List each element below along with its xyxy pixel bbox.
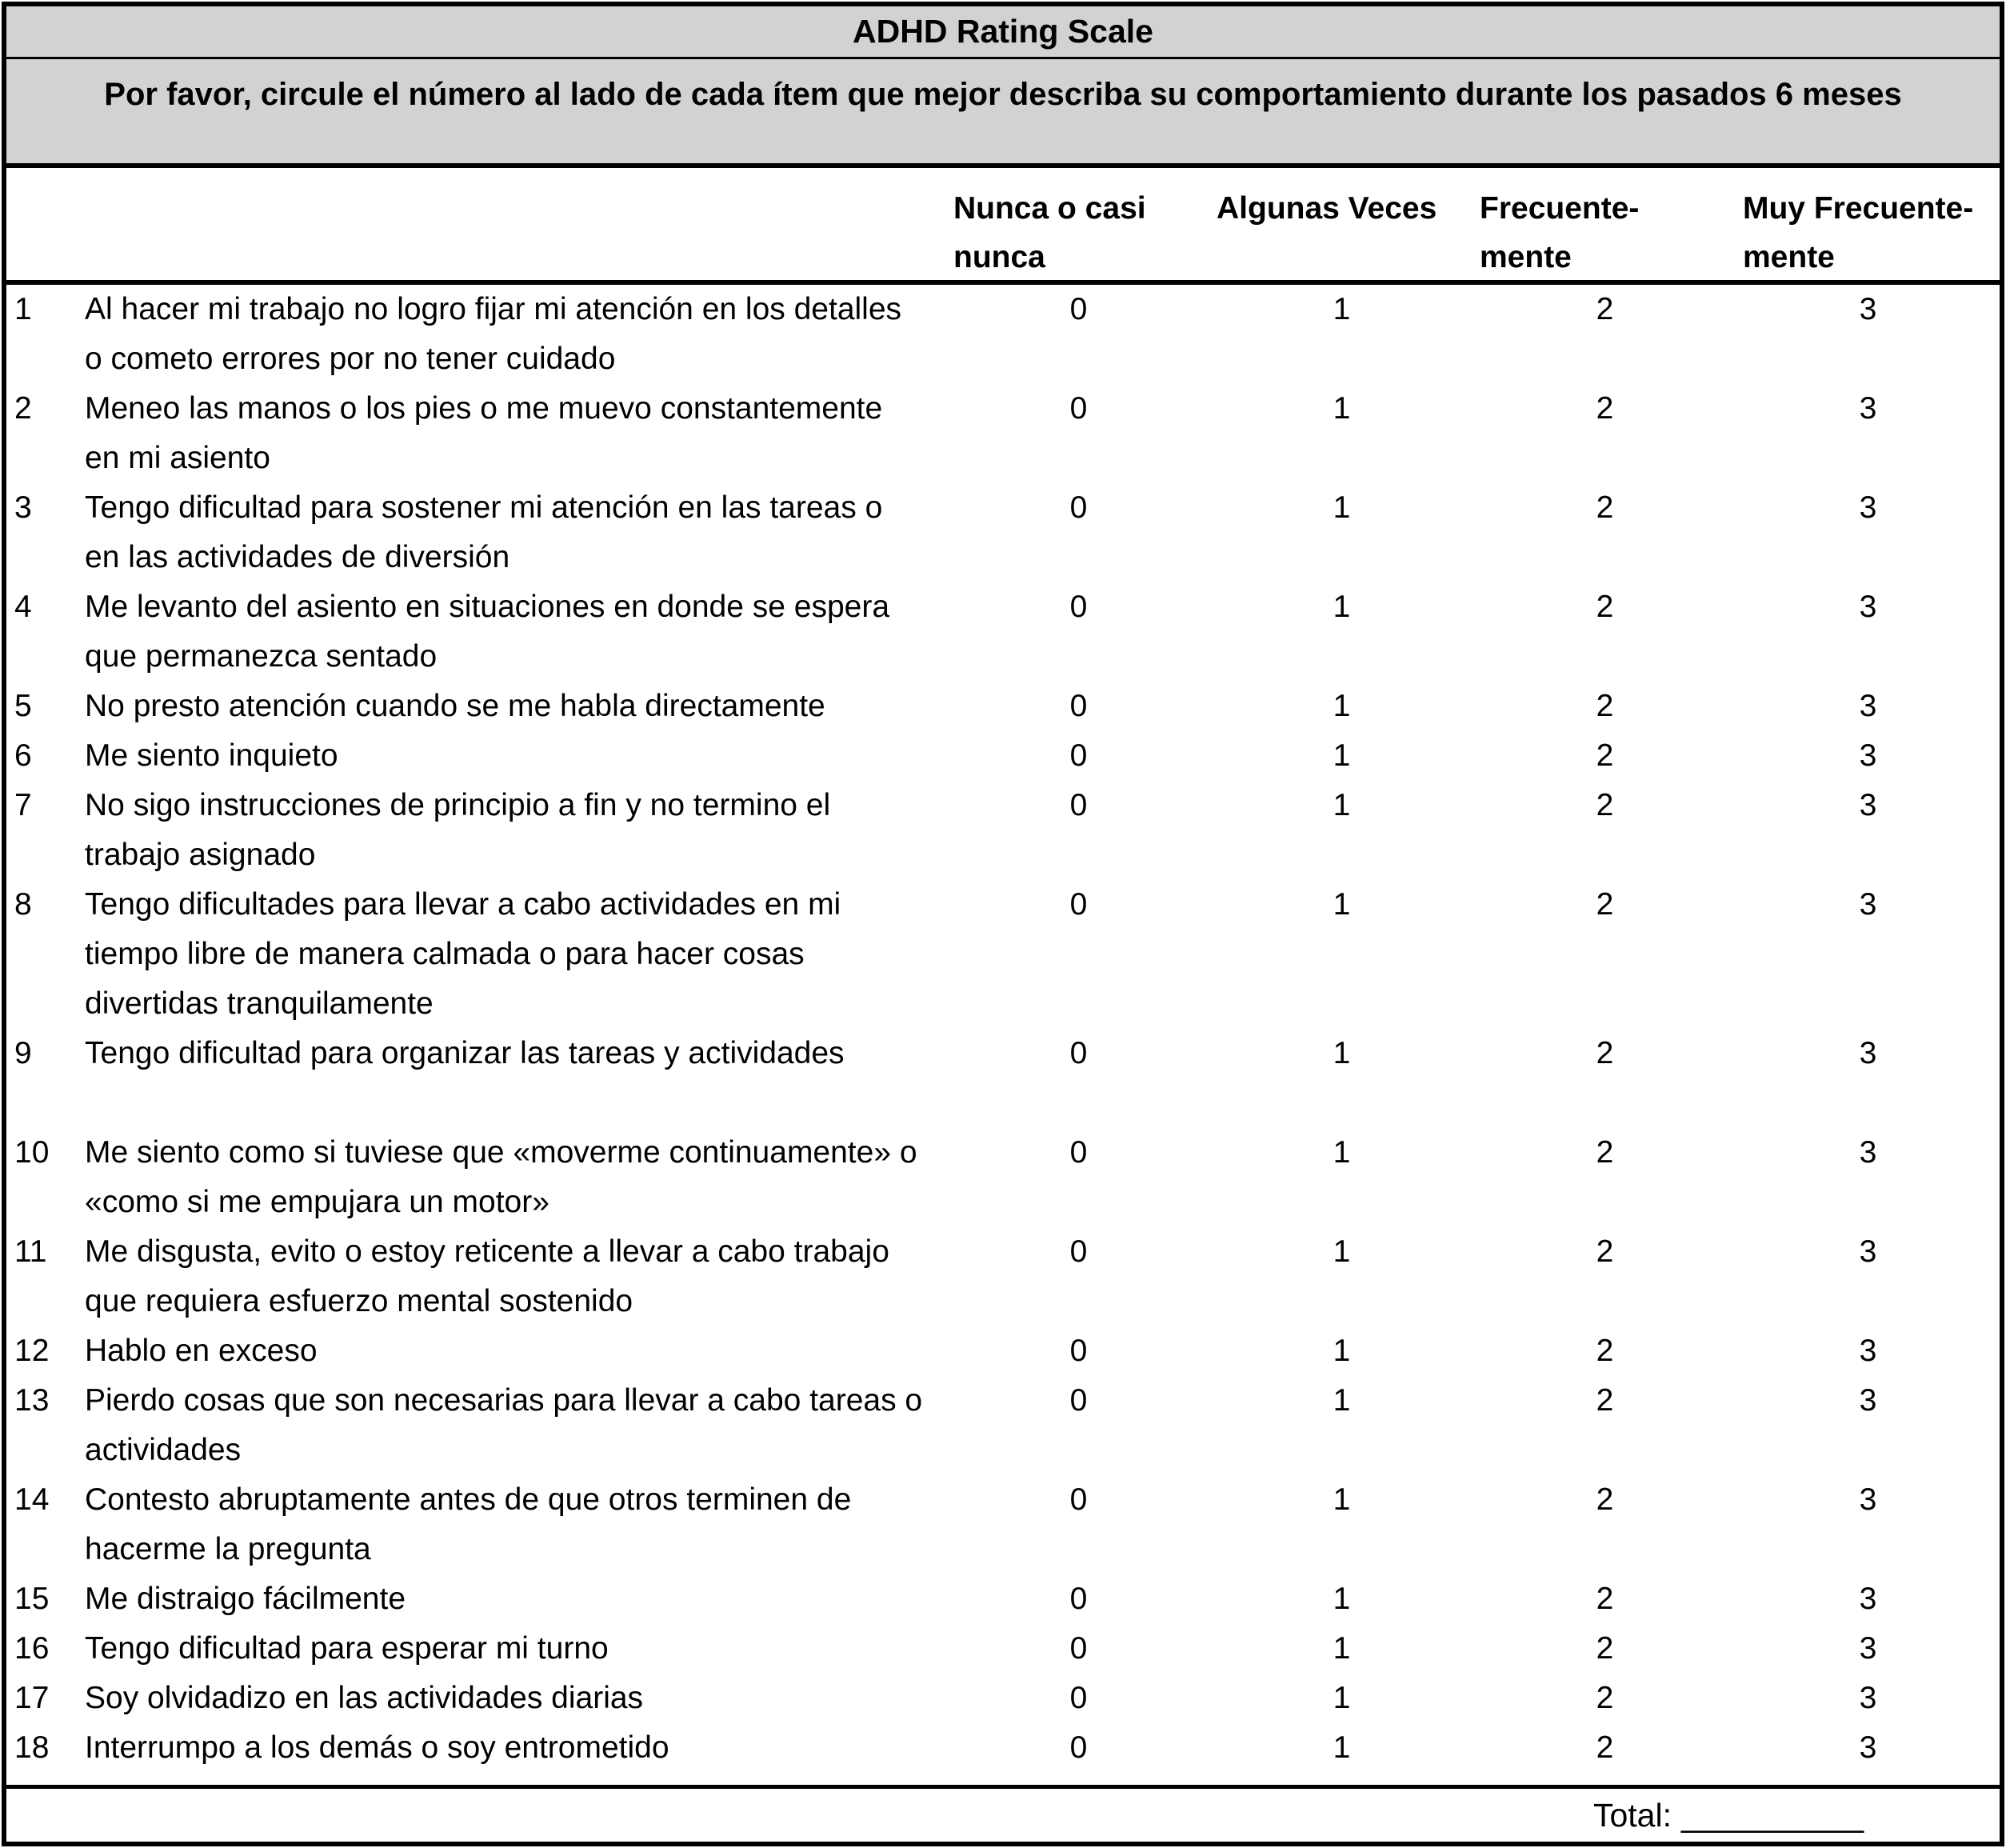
- rating-option-0-item-7[interactable]: 0: [1069, 788, 1088, 822]
- item-row: [6, 483, 2000, 582]
- item-number: 6: [14, 738, 32, 773]
- rating-option-2-item-6[interactable]: 2: [1596, 738, 1614, 773]
- item-number: 11: [14, 1234, 47, 1269]
- column-header-row: [6, 168, 2000, 285]
- item-number: 12: [14, 1334, 50, 1368]
- total-blank-field[interactable]: __________: [1680, 1796, 1864, 1834]
- item-text: Interrumpo a los demás o soy entrometido: [85, 1730, 669, 1765]
- items-list: [6, 285, 2000, 1785]
- item-text: Me levanto del asiento en situaciones en donde se espera que permanezca sentado: [85, 590, 890, 674]
- rating-option-3-item-17[interactable]: 3: [1859, 1681, 1877, 1715]
- item-row: [6, 1128, 2000, 1227]
- item-number: 9: [14, 1036, 32, 1070]
- item-text: No presto atención cuando se me habla directamente: [85, 689, 825, 723]
- rating-option-3-item-9[interactable]: 3: [1859, 1036, 1877, 1070]
- rating-option-2-item-15[interactable]: 2: [1596, 1582, 1614, 1616]
- item-number: 3: [14, 490, 32, 525]
- rating-option-1-item-18[interactable]: 1: [1333, 1730, 1351, 1765]
- total-row: [6, 1785, 2000, 1842]
- rating-option-0-item-16[interactable]: 0: [1069, 1631, 1088, 1666]
- item-text: Me siento como si tuviese que «moverme continuamente» o «como si me empujara un motor»: [85, 1135, 917, 1219]
- column-header-line1: Nunca o casi: [953, 191, 1146, 226]
- item-row: [6, 781, 2000, 880]
- rating-option-1-item-14[interactable]: 1: [1333, 1482, 1351, 1517]
- rating-option-3-item-10[interactable]: 3: [1859, 1135, 1877, 1170]
- rating-option-3-item-13[interactable]: 3: [1859, 1383, 1877, 1418]
- column-header-2: [1210, 184, 1473, 282]
- item-text: Me siento inquieto: [85, 738, 338, 773]
- rating-option-3-item-6[interactable]: 3: [1859, 738, 1877, 773]
- rating-option-3-item-2[interactable]: 3: [1859, 391, 1877, 426]
- rating-option-2-item-4[interactable]: 2: [1596, 590, 1614, 624]
- item-number: 13: [14, 1383, 50, 1418]
- rating-option-2-item-10[interactable]: 2: [1596, 1135, 1614, 1170]
- item-text: Al hacer mi trabajo no logro fijar mi atención en los detalles o cometo errores por no tener cuidado: [85, 292, 902, 376]
- total-label: Total:: [1592, 1796, 1672, 1834]
- item-number: 7: [14, 788, 32, 822]
- rating-option-2-item-8[interactable]: 2: [1596, 887, 1614, 922]
- rating-option-1-item-8[interactable]: 1: [1333, 887, 1351, 922]
- item-number: 16: [14, 1631, 50, 1666]
- rating-option-0-item-10[interactable]: 0: [1069, 1135, 1088, 1170]
- column-header-line1: Muy Frecuente-: [1743, 191, 1974, 226]
- rating-option-0-item-6[interactable]: 0: [1069, 738, 1088, 773]
- rating-option-0-item-2[interactable]: 0: [1069, 391, 1088, 426]
- item-row: [6, 1723, 2000, 1773]
- item-text: Meneo las manos o los pies o me muevo constantemente en mi asiento: [85, 391, 883, 475]
- item-text: No sigo instrucciones de principio a fin y no termino el trabajo asignado: [85, 788, 831, 872]
- rating-option-3-item-7[interactable]: 3: [1859, 788, 1877, 822]
- rating-option-1-item-15[interactable]: 1: [1333, 1582, 1351, 1616]
- item-number: 4: [14, 590, 32, 624]
- rating-option-0-item-8[interactable]: 0: [1069, 887, 1088, 922]
- rating-option-2-item-14[interactable]: 2: [1596, 1482, 1614, 1517]
- rating-option-3-item-14[interactable]: 3: [1859, 1482, 1877, 1517]
- rating-option-2-item-9[interactable]: 2: [1596, 1036, 1614, 1070]
- rating-option-2-item-17[interactable]: 2: [1596, 1681, 1614, 1715]
- rating-option-3-item-1[interactable]: 3: [1859, 292, 1877, 326]
- rating-option-3-item-18[interactable]: 3: [1859, 1730, 1877, 1765]
- item-number: 14: [14, 1482, 50, 1517]
- rating-option-2-item-13[interactable]: 2: [1596, 1383, 1614, 1418]
- rating-option-1-item-16[interactable]: 1: [1333, 1631, 1351, 1666]
- rating-option-1-item-4[interactable]: 1: [1333, 590, 1351, 624]
- item-text: Me disgusta, evito o estoy reticente a llevar a cabo trabajo que requiera esfuerzo mental sostenido: [85, 1234, 889, 1318]
- item-row: [6, 731, 2000, 781]
- rating-option-2-item-16[interactable]: 2: [1596, 1631, 1614, 1666]
- form-title: ADHD Rating Scale: [6, 6, 2000, 59]
- rating-option-3-item-4[interactable]: 3: [1859, 590, 1877, 624]
- column-header-line1: Algunas Veces: [1217, 191, 1437, 226]
- column-header-line2: nunca: [953, 240, 1045, 274]
- item-text: Tengo dificultad para organizar las tareas y actividades: [85, 1036, 845, 1070]
- form-instruction: Por favor, circule el número al lado de cada ítem que mejor describa su comportamiento durante los pasados 6 meses: [6, 59, 2000, 168]
- rating-option-0-item-3[interactable]: 0: [1069, 490, 1088, 525]
- rating-option-0-item-9[interactable]: 0: [1069, 1036, 1088, 1070]
- column-header-4: [1736, 184, 2000, 282]
- rating-option-0-item-12[interactable]: 0: [1069, 1334, 1088, 1368]
- rating-option-1-item-17[interactable]: 1: [1333, 1681, 1351, 1715]
- rating-option-2-item-11[interactable]: 2: [1596, 1234, 1614, 1269]
- rating-option-2-item-5[interactable]: 2: [1596, 689, 1614, 723]
- rating-option-3-item-8[interactable]: 3: [1859, 887, 1877, 922]
- item-row: [6, 582, 2000, 682]
- item-number: 1: [14, 292, 32, 326]
- rating-option-3-item-12[interactable]: 3: [1859, 1334, 1877, 1368]
- header-number-spacer: [6, 184, 78, 282]
- item-row: [6, 1029, 2000, 1128]
- rating-option-2-item-3[interactable]: 2: [1596, 490, 1614, 525]
- column-header-line1: Frecuente-: [1480, 191, 1640, 226]
- rating-option-3-item-11[interactable]: 3: [1859, 1234, 1877, 1269]
- rating-option-0-item-17[interactable]: 0: [1069, 1681, 1088, 1715]
- item-row: [6, 1475, 2000, 1574]
- item-number: 5: [14, 689, 32, 723]
- item-number: 17: [14, 1681, 50, 1715]
- item-row: [6, 1326, 2000, 1376]
- rating-option-2-item-7[interactable]: 2: [1596, 788, 1614, 822]
- rating-option-3-item-15[interactable]: 3: [1859, 1582, 1877, 1616]
- item-row: [6, 1624, 2000, 1674]
- rating-option-2-item-18[interactable]: 2: [1596, 1730, 1614, 1765]
- item-number: 15: [14, 1582, 50, 1616]
- item-row: [6, 384, 2000, 483]
- column-header-line2: mente: [1743, 240, 1835, 274]
- item-row: [6, 1227, 2000, 1326]
- rating-option-1-item-2[interactable]: 1: [1333, 391, 1351, 426]
- rating-option-0-item-18[interactable]: 0: [1069, 1730, 1088, 1765]
- item-text: Tengo dificultad para esperar mi turno: [85, 1631, 609, 1666]
- column-header-1: [947, 184, 1210, 282]
- item-text: Tengo dificultad para sostener mi atención en las tareas o en las actividades de diversión: [85, 490, 883, 574]
- item-text: Soy olvidadizo en las actividades diarias: [85, 1681, 644, 1715]
- item-number: 2: [14, 391, 32, 426]
- item-row: [6, 1674, 2000, 1723]
- rating-option-1-item-9[interactable]: 1: [1333, 1036, 1351, 1070]
- rating-option-0-item-15[interactable]: 0: [1069, 1582, 1088, 1616]
- item-text: Hablo en exceso: [85, 1334, 318, 1368]
- item-text: Contesto abruptamente antes de que otros terminen de hacerme la pregunta: [85, 1482, 852, 1566]
- item-number: 10: [14, 1135, 50, 1170]
- rating-option-0-item-11[interactable]: 0: [1069, 1234, 1088, 1269]
- rating-option-1-item-11[interactable]: 1: [1333, 1234, 1351, 1269]
- item-text: Me distraigo fácilmente: [85, 1582, 406, 1616]
- item-text: Pierdo cosas que son necesarias para llevar a cabo tareas o actividades: [85, 1383, 923, 1467]
- item-text: Tengo dificultades para llevar a cabo actividades en mi tiempo libre de manera calmada o para hacer cosas divertidas tranquilamente: [85, 887, 841, 1021]
- rating-option-1-item-3[interactable]: 1: [1333, 490, 1351, 525]
- rating-option-2-item-12[interactable]: 2: [1596, 1334, 1614, 1368]
- rating-option-1-item-13[interactable]: 1: [1333, 1383, 1351, 1418]
- rating-option-2-item-1[interactable]: 2: [1596, 292, 1614, 326]
- header-item-spacer: [78, 184, 947, 282]
- item-row: [6, 1574, 2000, 1624]
- rating-option-0-item-14[interactable]: 0: [1069, 1482, 1088, 1517]
- rating-option-0-item-4[interactable]: 0: [1069, 590, 1088, 624]
- rating-option-1-item-5[interactable]: 1: [1333, 689, 1351, 723]
- item-row: [6, 1376, 2000, 1475]
- rating-option-3-item-3[interactable]: 3: [1859, 490, 1877, 525]
- column-header-3: [1473, 184, 1736, 282]
- rating-option-1-item-6[interactable]: 1: [1333, 738, 1351, 773]
- rating-option-1-item-10[interactable]: 1: [1333, 1135, 1351, 1170]
- item-row: [6, 880, 2000, 1029]
- rating-option-1-item-1[interactable]: 1: [1333, 292, 1351, 326]
- column-header-line2: mente: [1480, 240, 1572, 274]
- rating-option-3-item-5[interactable]: 3: [1859, 689, 1877, 723]
- rating-option-0-item-13[interactable]: 0: [1069, 1383, 1088, 1418]
- item-row: [6, 682, 2000, 731]
- rating-option-0-item-1[interactable]: 0: [1069, 292, 1088, 326]
- rating-option-0-item-5[interactable]: 0: [1069, 689, 1088, 723]
- item-number: 8: [14, 887, 32, 922]
- rating-option-3-item-16[interactable]: 3: [1859, 1631, 1877, 1666]
- rating-option-1-item-12[interactable]: 1: [1333, 1334, 1351, 1368]
- item-row: [6, 285, 2000, 384]
- rating-option-1-item-7[interactable]: 1: [1333, 788, 1351, 822]
- adhd-rating-scale-form: [2, 2, 2004, 1846]
- rating-option-2-item-2[interactable]: 2: [1596, 391, 1614, 426]
- item-number: 18: [14, 1730, 50, 1765]
